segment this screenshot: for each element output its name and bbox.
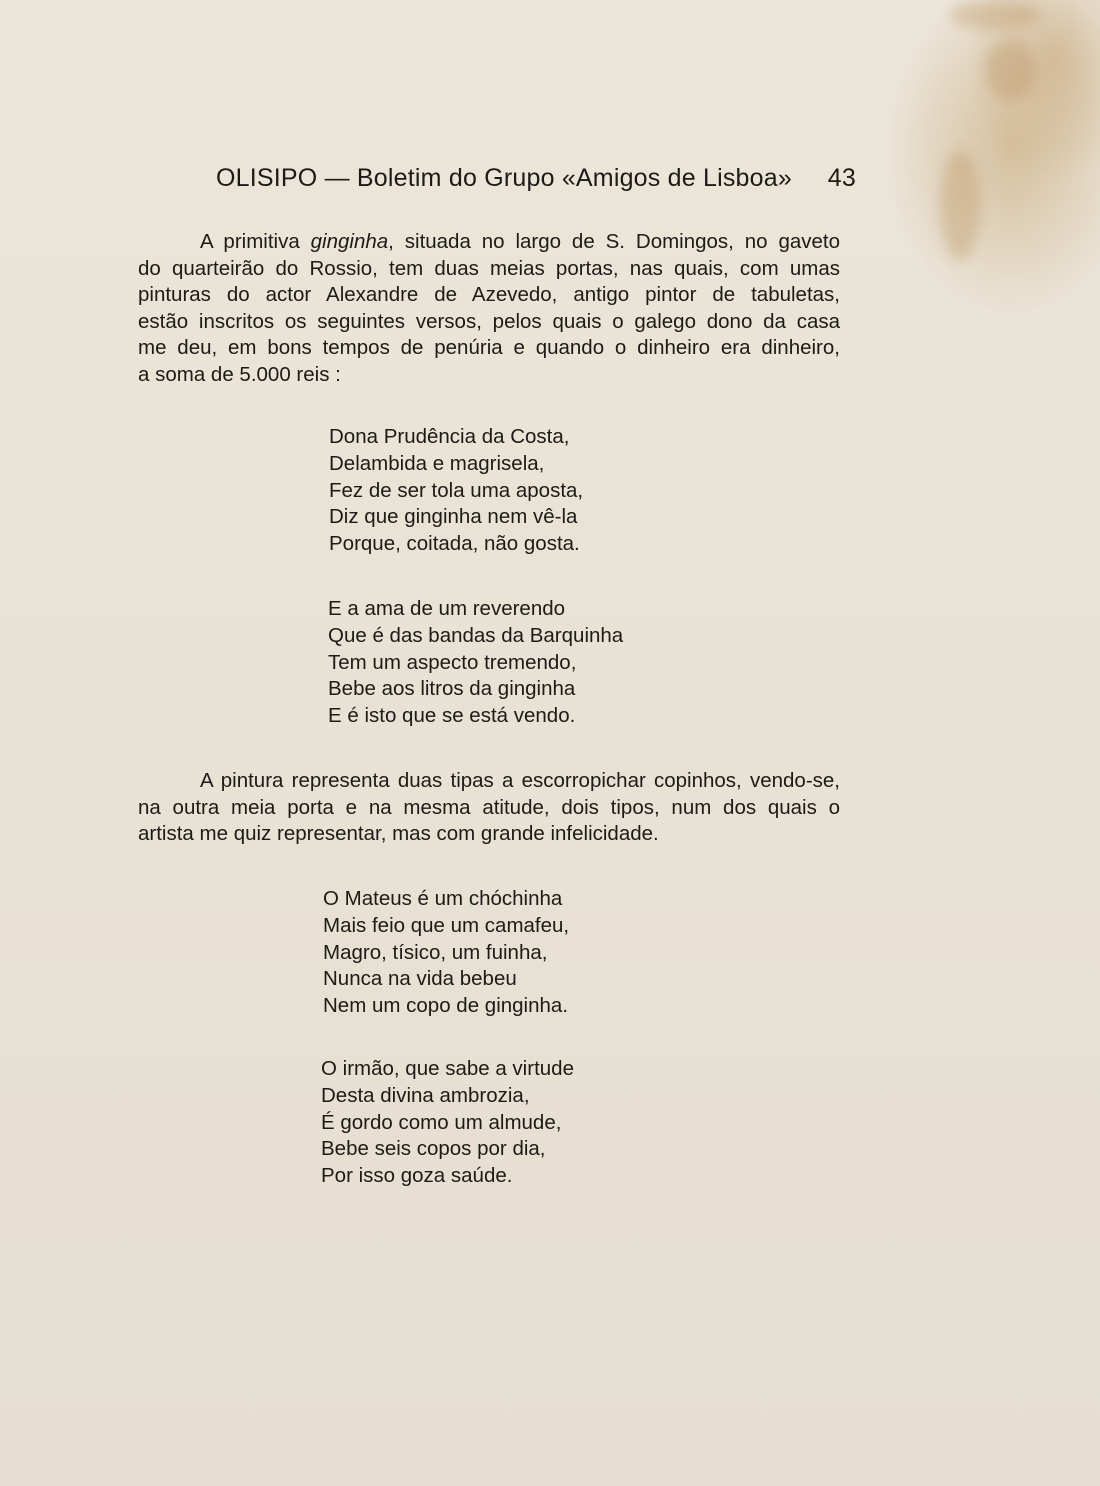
verse-line: Diz que ginginha nem vê-la bbox=[329, 505, 578, 529]
header-title: OLISIPO — Boletim do Grupo «Amigos de Lisboa» bbox=[216, 164, 792, 192]
verse-line: Por isso goza saúde. bbox=[321, 1164, 513, 1188]
paragraph-line: na outra meia porta e na mesma atitude, dois tipos, num dos quais o bbox=[138, 795, 840, 819]
paragraph-line bbox=[138, 229, 840, 256]
paragraph-line: pinturas do actor Alexandre de Azevedo, antigo pintor de tabuletas, bbox=[138, 283, 840, 307]
running-header bbox=[216, 160, 856, 200]
verse-line: Bebe seis copos por dia, bbox=[321, 1137, 546, 1161]
verse-line: Nem um copo de ginginha. bbox=[323, 994, 569, 1018]
paragraph-1 bbox=[138, 229, 840, 389]
stanza-3 bbox=[323, 886, 569, 1020]
verse-line: O irmão, que sabe a virtude bbox=[321, 1057, 574, 1080]
verse-line: Desta divina ambrozia, bbox=[321, 1083, 530, 1107]
italic-term: ginginha bbox=[310, 230, 389, 253]
verse-line: Nunca na vida bebeu bbox=[323, 967, 517, 991]
verse-line: Porque, coitada, não gosta. bbox=[329, 532, 580, 556]
verse-line: E é isto que se está vendo. bbox=[328, 704, 576, 728]
verse-line: Dona Prudência da Costa, bbox=[329, 425, 570, 448]
stanza-1 bbox=[329, 424, 583, 558]
verse-line: E a ama de um reverendo bbox=[328, 597, 566, 620]
stanza-2 bbox=[328, 596, 623, 730]
paragraph-line: estão inscritos os seguintes versos, pelos quais o galego dono da casa bbox=[138, 309, 840, 333]
verse-line: Mais feio que um camafeu, bbox=[323, 913, 570, 937]
verse-line: Bebe aos litros da ginginha bbox=[328, 677, 576, 701]
verse-line: O Mateus é um chóchinha bbox=[323, 887, 563, 910]
paper-stain bbox=[985, 40, 1035, 100]
text-run: , situada no largo de S. Domingos, no gaveto bbox=[388, 230, 841, 253]
page-number: 43 bbox=[827, 164, 856, 192]
verse-line: Fez de ser tola uma aposta, bbox=[329, 478, 584, 502]
verse-line: Delambida e magrisela, bbox=[329, 451, 545, 475]
paragraph-line: artista me quiz representar, mas com grande infelicidade. bbox=[138, 822, 659, 846]
stanza-4 bbox=[321, 1056, 574, 1190]
verse-line: Magro, tísico, um fuinha, bbox=[323, 940, 548, 964]
paragraph-line: a soma de 5.000 reis : bbox=[138, 362, 341, 386]
paper-stain bbox=[950, 0, 1040, 30]
text-run: A primitiva bbox=[200, 230, 311, 253]
paragraph-line: do quarteirão do Rossio, tem duas meias portas, nas quais, com umas bbox=[138, 256, 840, 280]
verse-line: Tem um aspecto tremendo, bbox=[328, 650, 577, 674]
paragraph-2 bbox=[138, 768, 840, 848]
verse-line: Que é das bandas da Barquinha bbox=[328, 623, 624, 647]
verse-line: É gordo como um almude, bbox=[321, 1110, 562, 1134]
paragraph-line: me deu, em bons tempos de penúria e quando o dinheiro era dinheiro, bbox=[138, 336, 840, 360]
paper-stain bbox=[940, 150, 980, 260]
paragraph-line: A pintura representa duas tipas a escorropichar copinhos, vendo-se, bbox=[200, 769, 840, 792]
